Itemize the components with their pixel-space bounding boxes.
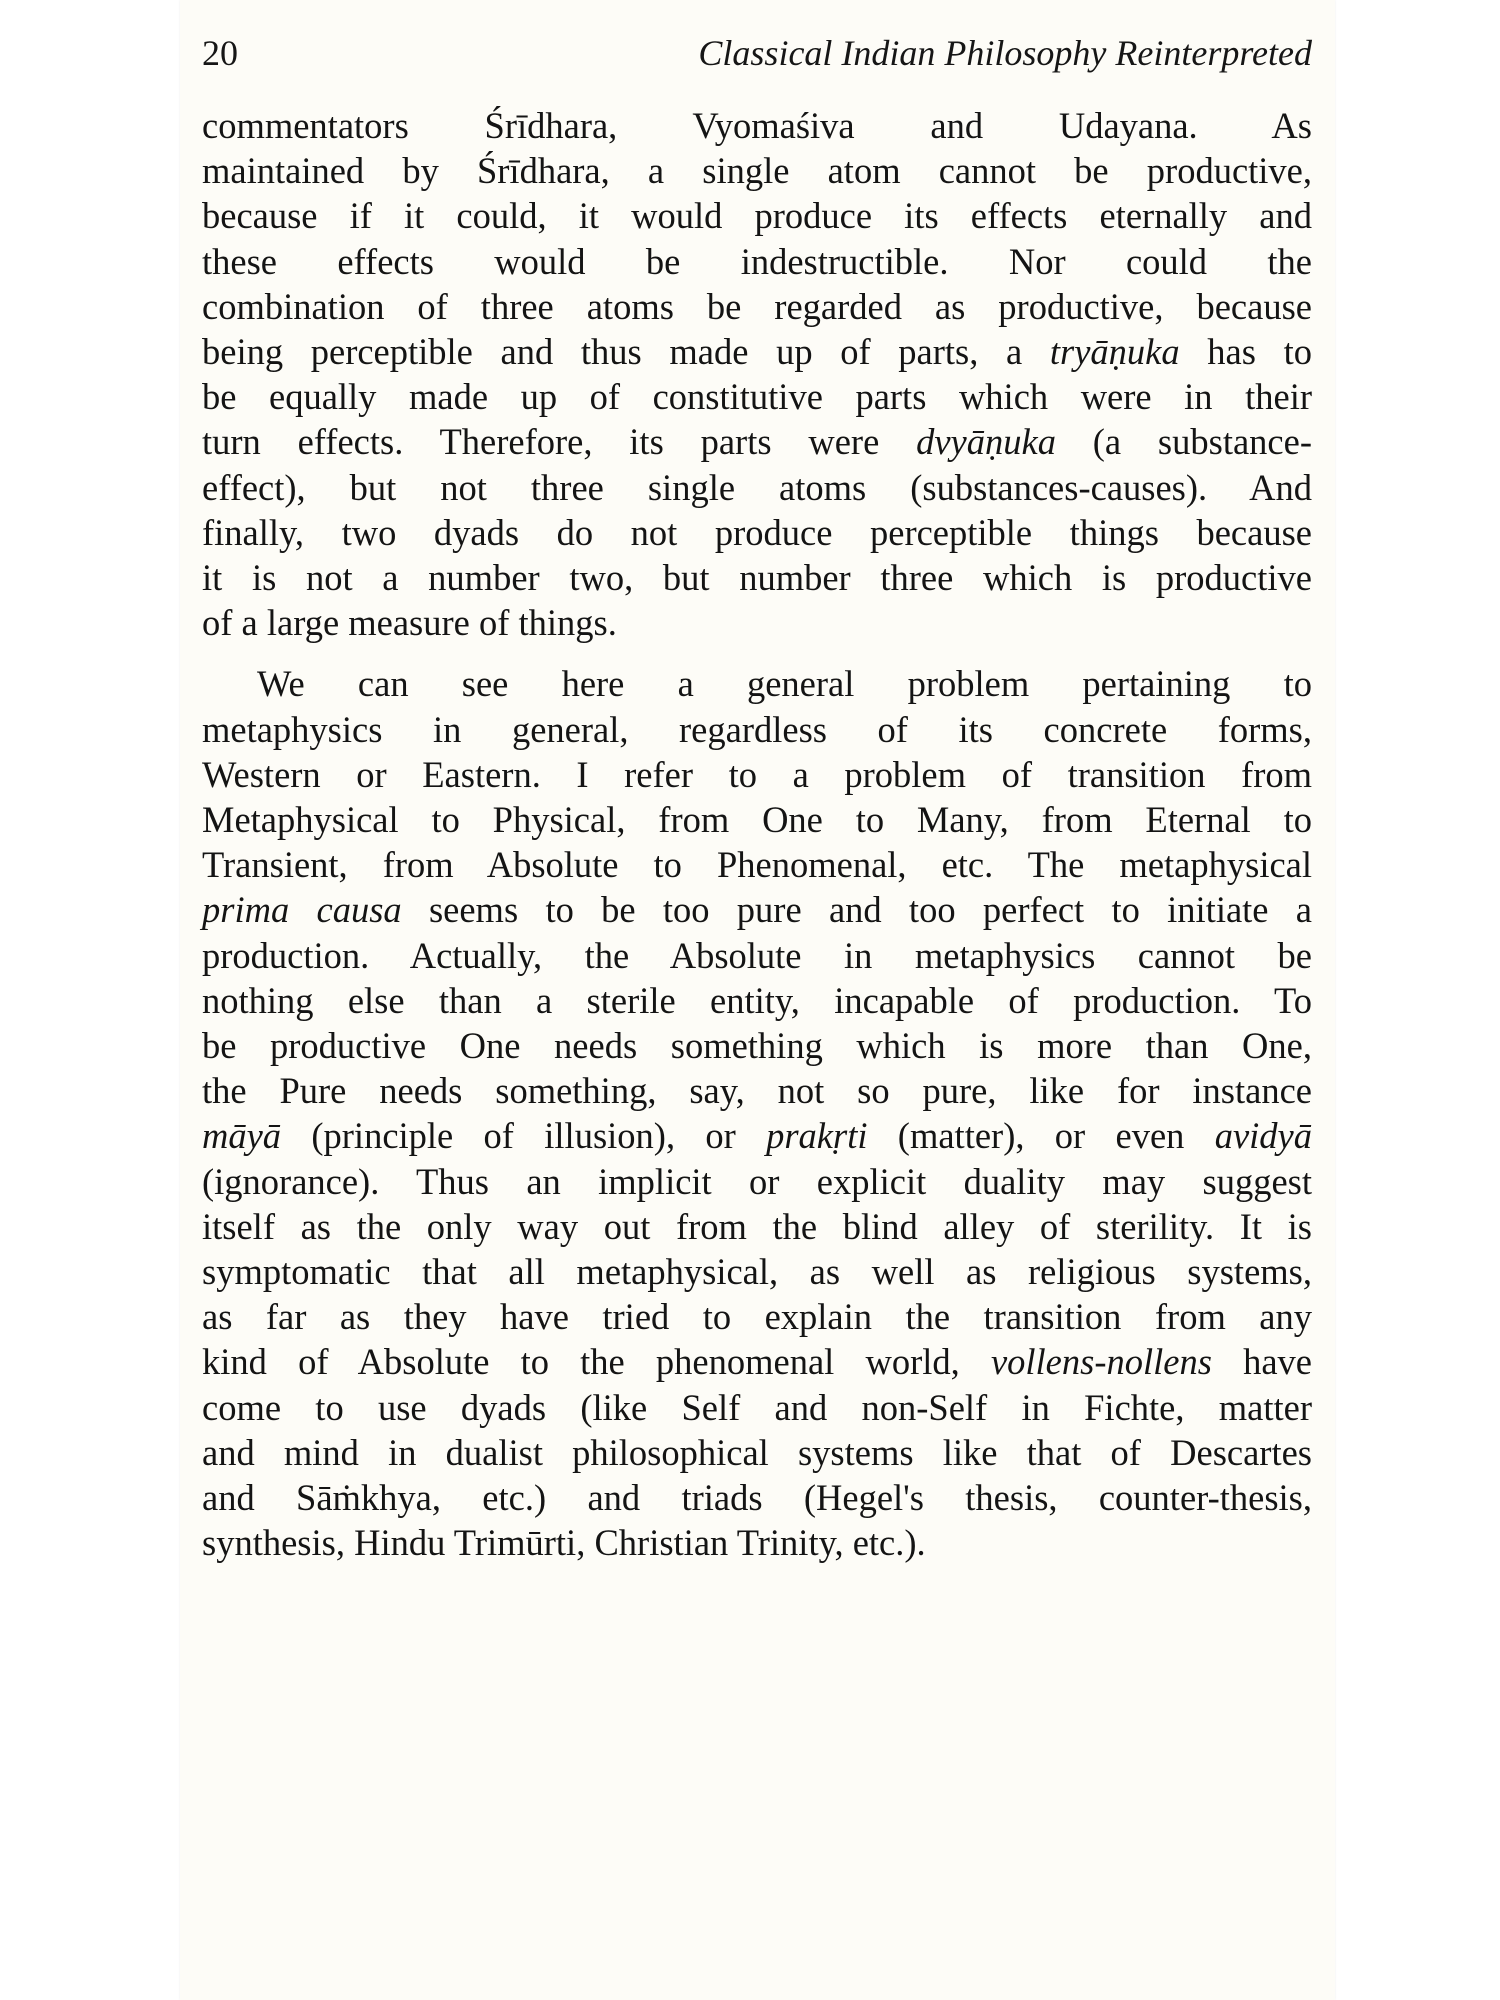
text-span: being perceptible and thus made up of parts, a xyxy=(202,331,1050,373)
sanskrit-term: avidyā xyxy=(1214,1115,1312,1157)
text-line: nothing else than a sterile entity, incapable of production. To xyxy=(202,979,1312,1021)
text-line: as far as they have tried to explain the transition from any xyxy=(202,1296,1312,1338)
text-line: Metaphysical to Physical, from One to Many, from Eternal to xyxy=(202,799,1312,841)
text-line: and Sāṁkhya, etc.) and triads (Hegel's thesis, counter-thesis, xyxy=(202,1477,1312,1519)
text-line: synthesis, Hindu Trimūrti, Christian Trinity, etc.). xyxy=(202,1522,926,1564)
latin-term: vollens-nollens xyxy=(990,1341,1212,1383)
text-line: metaphysics in general, regardless of its concrete forms, xyxy=(202,708,1312,750)
text-line: the Pure needs something, say, not so pure, like for instance xyxy=(202,1070,1312,1112)
text-line: combination of three atoms be regarded as productive, because xyxy=(202,285,1312,327)
text-line xyxy=(202,419,1312,464)
text-line: Transient, from Absolute to Phenomenal, etc. The metaphysical xyxy=(202,844,1312,886)
running-title: Classical Indian Philosophy Reinterpreted xyxy=(698,33,1312,73)
text-line xyxy=(202,329,1312,374)
text-line xyxy=(202,1113,1312,1158)
text-line: because if it could, it would produce its effects eternally and xyxy=(202,195,1312,237)
text-span: have xyxy=(1211,1341,1312,1383)
text-line: production. Actually, the Absolute in metaphysics cannot be xyxy=(202,934,1312,976)
text-span: seems to be too pure and too perfect to initiate a xyxy=(401,889,1312,931)
text-line xyxy=(202,887,1312,932)
text-line: itself as the only way out from the blind alley of sterility. It is xyxy=(202,1205,1312,1247)
text-line: We can see here a general problem pertaining to xyxy=(257,663,1312,705)
text-line: commentators Śrīdhara, Vyomaśiva and Udayana. As xyxy=(202,105,1312,146)
text-line xyxy=(202,1339,1312,1384)
text-span: turn effects. Therefore, its parts were xyxy=(202,421,917,463)
text-span: has to xyxy=(1179,331,1312,373)
page-number: 20 xyxy=(202,33,238,73)
page-header xyxy=(202,28,1312,78)
text-line: maintained by Śrīdhara, a single atom cannot be productive, xyxy=(202,150,1312,192)
text-line: (ignorance). Thus an implicit or explicit duality may suggest xyxy=(202,1160,1312,1202)
text-line: of a large measure of things. xyxy=(202,602,617,644)
text-span: (a substance- xyxy=(1055,421,1312,463)
sanskrit-term: dvyāṇuka xyxy=(916,421,1056,463)
latin-term: prima causa xyxy=(202,889,402,931)
text-span: (matter), or even xyxy=(867,1115,1215,1157)
text-line: Western or Eastern. I refer to a problem of transition from xyxy=(202,753,1312,795)
sanskrit-term: māyā xyxy=(202,1115,282,1157)
text-line: symptomatic that all metaphysical, as well as religious systems, xyxy=(202,1251,1312,1293)
text-line: come to use dyads (like Self and non-Self in Fichte, matter xyxy=(202,1386,1312,1428)
paragraph xyxy=(202,103,1312,645)
sanskrit-term: tryāṇuka xyxy=(1049,331,1180,373)
book-page xyxy=(180,0,1335,2000)
text-line: finally, two dyads do not produce perceptible things because xyxy=(202,511,1312,553)
text-line: be productive One needs something which is more than One, xyxy=(202,1025,1312,1067)
paragraph xyxy=(202,661,1312,1565)
text-line: effect), but not three single atoms (substances-causes). And xyxy=(202,466,1312,508)
text-line: be equally made up of constitutive parts which were in their xyxy=(202,376,1312,418)
text-line: these effects would be indestructible. Nor could the xyxy=(202,240,1312,282)
body-text xyxy=(202,103,1312,1566)
text-span: (principle of illusion), or xyxy=(281,1115,767,1157)
text-line: and mind in dualist philosophical systems like that of Descartes xyxy=(202,1431,1312,1473)
text-line: it is not a number two, but number three which is productive xyxy=(202,557,1312,599)
text-span: kind of Absolute to the phenomenal world, xyxy=(202,1341,991,1383)
sanskrit-term: prakṛti xyxy=(766,1115,868,1157)
